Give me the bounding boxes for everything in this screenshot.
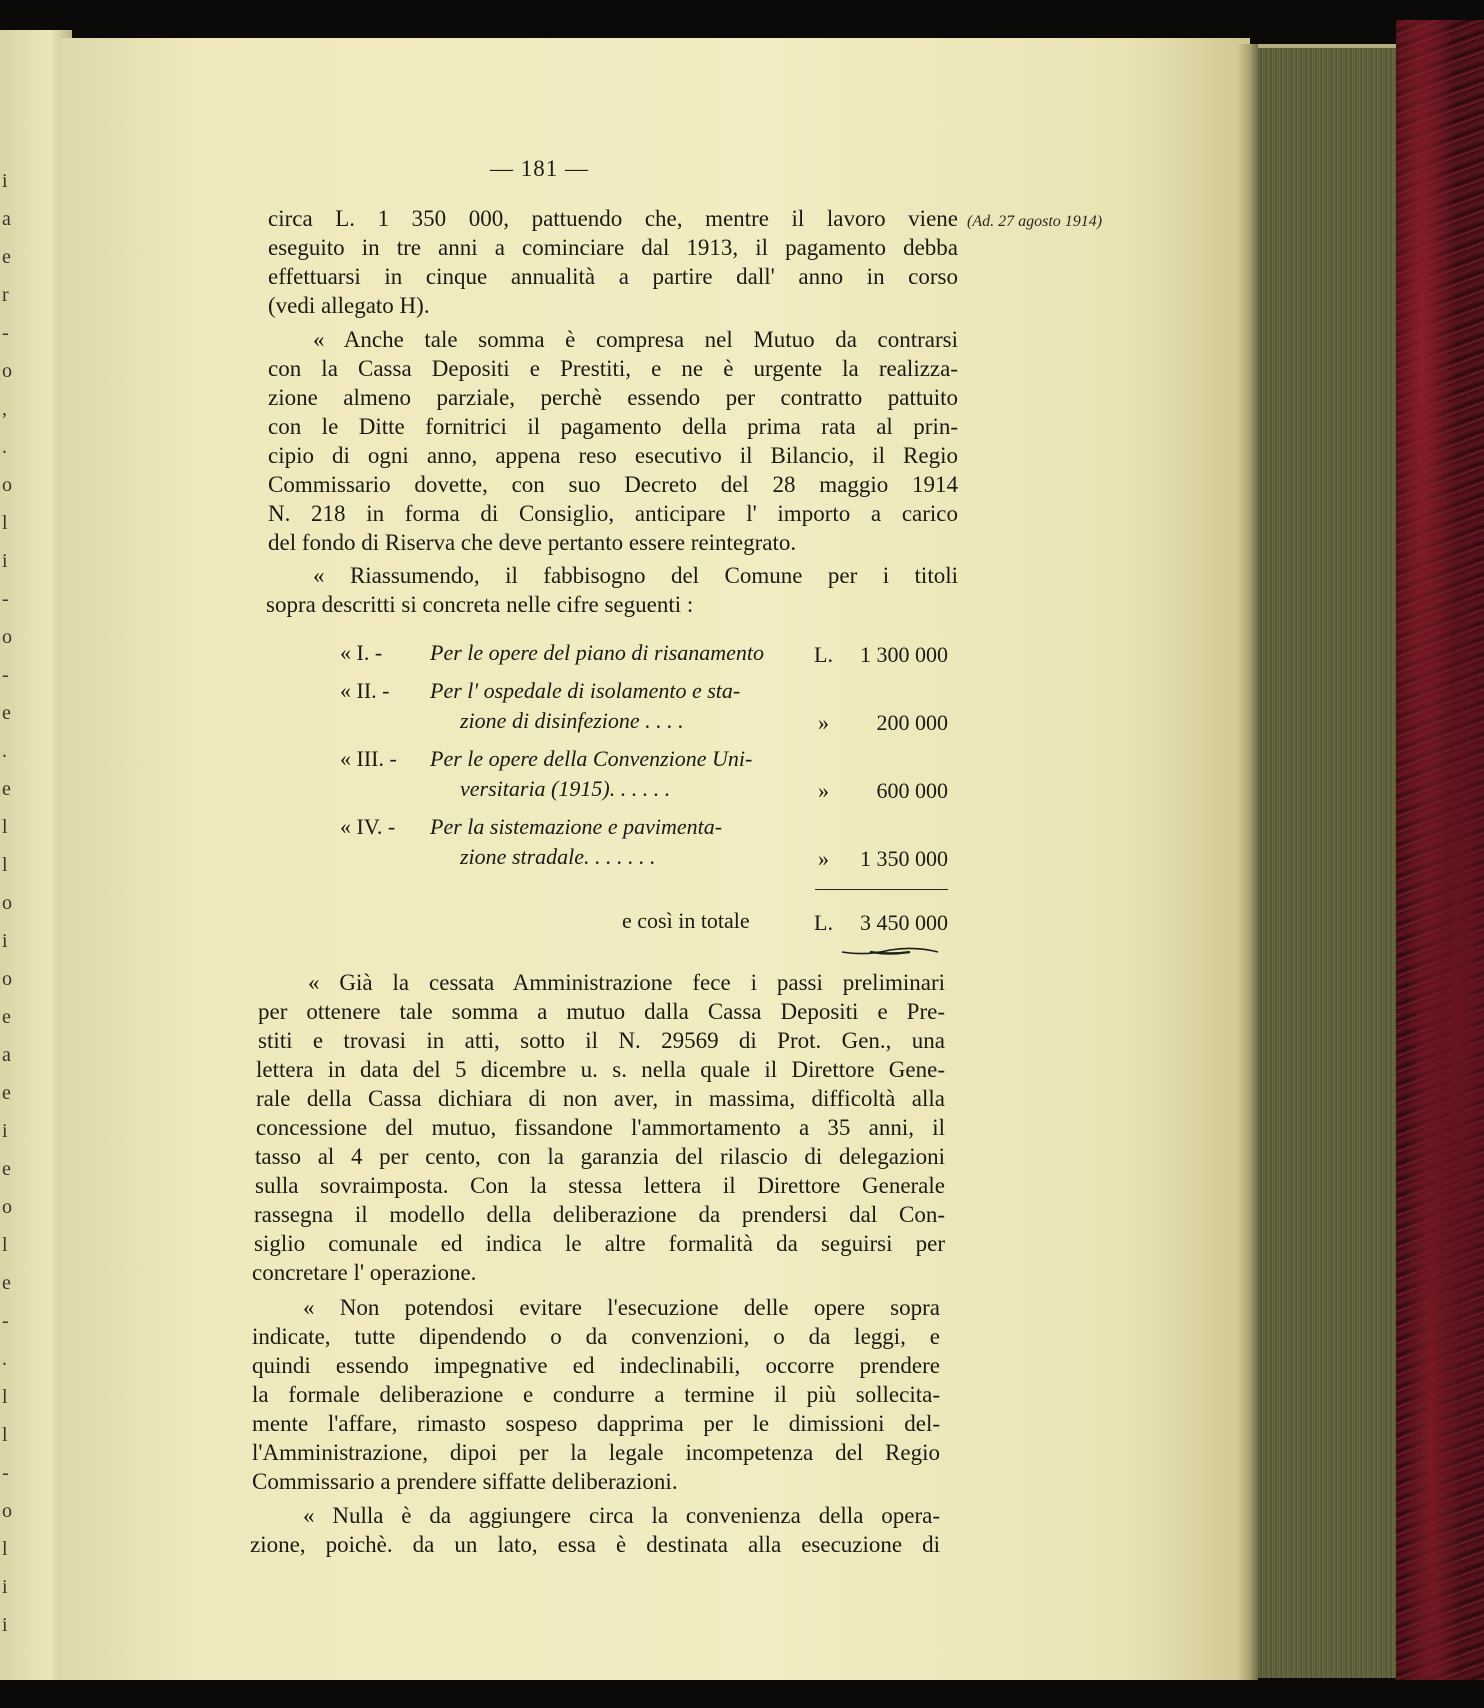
left-page-glyph: e bbox=[2, 1158, 11, 1180]
left-page-glyph: l bbox=[2, 1386, 8, 1408]
text-line: rassegna il modello della deliberazione da prendersi dal Con- bbox=[254, 1202, 945, 1227]
sum-rule bbox=[815, 889, 948, 890]
text-line: sopra descritti si concreta nelle cifre seguenti : bbox=[266, 592, 694, 617]
left-page-glyph: . bbox=[2, 436, 7, 458]
total-currency: L. bbox=[814, 910, 833, 935]
text-line: quindi essendo impegnative ed indeclinabili, occorre prendere bbox=[252, 1353, 940, 1378]
left-page-glyph: - bbox=[2, 1462, 9, 1484]
text-line: l'Amministrazione, dipoi per la legale incompetenza del Regio bbox=[252, 1440, 940, 1465]
left-page-glyph: e bbox=[2, 702, 11, 724]
text-line: « Anche tale somma è compresa nel Mutuo da contrarsi bbox=[313, 327, 958, 352]
item-description-cont: zione stradale. . . . . . . bbox=[460, 844, 656, 869]
text-line: concessione del mutuo, fissandone l'ammortamento a 35 anni, il bbox=[256, 1115, 945, 1140]
section-flourish bbox=[840, 946, 940, 958]
text-line: « Già la cessata Amministrazione fece i passi preliminari bbox=[308, 970, 945, 995]
left-page-glyph: l bbox=[2, 1424, 8, 1446]
text-line: indicate, tutte dipendendo o da convenzioni, o da leggi, e bbox=[252, 1324, 940, 1349]
text-line: per ottenere tale somma a mutuo dalla Cassa Depositi e Pre- bbox=[258, 999, 945, 1024]
item-number: « III. - bbox=[340, 746, 397, 771]
item-description: Per l' ospedale di isolamento e sta- bbox=[430, 678, 741, 703]
text-line: tasso al 4 per cento, con la garanzia del rilascio di delegazioni bbox=[255, 1144, 945, 1169]
text-line: Commissario a prendere siffatte deliberazioni. bbox=[252, 1469, 678, 1494]
item-number: « IV. - bbox=[340, 814, 396, 839]
left-page-glyph: - bbox=[2, 664, 9, 686]
text-line: Commissario dovette, con suo Decreto del 28 maggio 1914 bbox=[268, 472, 958, 497]
left-page-glyph: i bbox=[2, 930, 8, 952]
left-page-glyph: e bbox=[2, 1082, 11, 1104]
text-line: (vedi allegato H). bbox=[268, 293, 430, 318]
left-page-glyph: l bbox=[2, 1234, 8, 1256]
left-page-glyph: e bbox=[2, 1272, 11, 1294]
left-page-glyph: - bbox=[2, 322, 9, 344]
left-page-glyph: o bbox=[2, 1500, 12, 1522]
left-page-glyph: o bbox=[2, 968, 12, 990]
left-page-glyph: i bbox=[2, 1576, 8, 1598]
left-page-glyph: e bbox=[2, 1006, 11, 1028]
left-page-glyph: e bbox=[2, 778, 11, 800]
total-label: e così in totale bbox=[622, 908, 750, 933]
left-page-glyph: o bbox=[2, 892, 12, 914]
text-line: del fondo di Riserva che deve pertanto essere reintegrato. bbox=[268, 530, 797, 555]
text-line: lettera in data del 5 dicembre u. s. nella quale il Direttore Gene- bbox=[256, 1057, 945, 1082]
item-number: « I. - bbox=[340, 640, 383, 665]
item-description: Per le opere del piano di risanamento bbox=[430, 640, 765, 665]
text-line: zione, poichè. da un lato, essa è destinata alla esecuzione di bbox=[250, 1532, 940, 1557]
page-number: — 181 — bbox=[490, 156, 589, 181]
left-page-glyph: i bbox=[2, 1614, 8, 1636]
left-page-glyph: , bbox=[2, 398, 7, 420]
text-line: concretare l' operazione. bbox=[252, 1260, 477, 1285]
text-line: « Riassumendo, il fabbisogno del Comune per i titoli bbox=[313, 563, 958, 588]
text-line: circa L. 1 350 000, pattuendo che, mentre il lavoro viene bbox=[268, 206, 958, 231]
item-currency: » bbox=[818, 710, 829, 735]
text-line: cipio di ogni anno, appena reso esecutivo il Bilancio, il Regio bbox=[268, 443, 958, 468]
left-page-glyph: r bbox=[2, 284, 9, 306]
item-currency: » bbox=[818, 778, 829, 803]
left-page-glyph: a bbox=[2, 208, 11, 230]
item-description: Per le opere della Convenzione Uni- bbox=[430, 746, 753, 771]
text-line: la formale deliberazione e condurre a termine il più sollecita- bbox=[252, 1382, 940, 1407]
left-page-glyph: . bbox=[2, 740, 7, 762]
text-line: sulla sovraimposta. Con la stessa lettera il Direttore Generale bbox=[255, 1173, 945, 1198]
left-page-glyph: . bbox=[2, 1348, 7, 1370]
left-page-glyph: i bbox=[2, 170, 8, 192]
text-line: zione almeno parziale, perchè essendo per contratto pattuito bbox=[268, 385, 958, 410]
item-currency: » bbox=[818, 846, 829, 871]
item-amount: 1 350 000 bbox=[860, 846, 948, 871]
left-page-glyph: - bbox=[2, 588, 9, 610]
left-page-glyph: - bbox=[2, 1310, 9, 1332]
left-page-glyph: a bbox=[2, 1044, 11, 1066]
left-page-glyph: i bbox=[2, 1120, 8, 1142]
text-line: con le Ditte fornitrici il pagamento della prima rata al prin- bbox=[268, 414, 958, 439]
text-line: « Non potendosi evitare l'esecuzione delle opere sopra bbox=[303, 1295, 940, 1320]
left-page-glyph: o bbox=[2, 1196, 12, 1218]
item-description: Per la sistemazione e pavimenta- bbox=[430, 814, 723, 839]
text-line: rale della Cassa dichiara di non aver, in massima, difficoltà alla bbox=[256, 1086, 945, 1111]
left-page-glyph: o bbox=[2, 360, 12, 382]
total-amount: 3 450 000 bbox=[860, 910, 948, 935]
left-page-glyph: o bbox=[2, 626, 12, 648]
left-page-glyph: e bbox=[2, 246, 11, 268]
item-currency: L. bbox=[814, 642, 833, 667]
item-number: « II. - bbox=[340, 678, 390, 703]
left-page-glyph: l bbox=[2, 854, 8, 876]
margin-note: (Ad. 27 agosto 1914) bbox=[967, 213, 1103, 230]
left-page-glyph: l bbox=[2, 512, 8, 534]
text-line: siglio comunale ed indica le altre formalità da seguirsi per bbox=[254, 1231, 945, 1256]
text-line: con la Cassa Depositi e Prestiti, e ne è urgente la realizza- bbox=[268, 356, 958, 381]
item-description-cont: versitaria (1915). . . . . . bbox=[460, 776, 671, 801]
left-page-glyph: i bbox=[2, 550, 8, 572]
left-page-glyph: l bbox=[2, 1538, 8, 1560]
text-line: stiti e trovasi in atti, sotto il N. 29569 di Prot. Gen., una bbox=[258, 1028, 945, 1053]
left-page-glyph: l bbox=[2, 816, 8, 838]
left-page-glyph: o bbox=[2, 474, 12, 496]
text-line: effettuarsi in cinque annualità a partire dall' anno in corso bbox=[268, 264, 958, 289]
item-description-cont: zione di disinfezione . . . . bbox=[460, 708, 684, 733]
text-line: mente l'affare, rimasto sospeso dapprima per le dimissioni del- bbox=[252, 1411, 940, 1436]
item-amount: 1 300 000 bbox=[860, 642, 948, 667]
item-amount: 600 000 bbox=[876, 778, 948, 803]
item-amount: 200 000 bbox=[876, 710, 948, 735]
text-line: « Nulla è da aggiungere circa la convenienza della opera- bbox=[303, 1503, 940, 1528]
text-line: eseguito in tre anni a cominciare dal 1913, il pagamento debba bbox=[268, 235, 958, 260]
text-line: N. 218 in forma di Consiglio, anticipare l' importo a carico bbox=[268, 501, 958, 526]
